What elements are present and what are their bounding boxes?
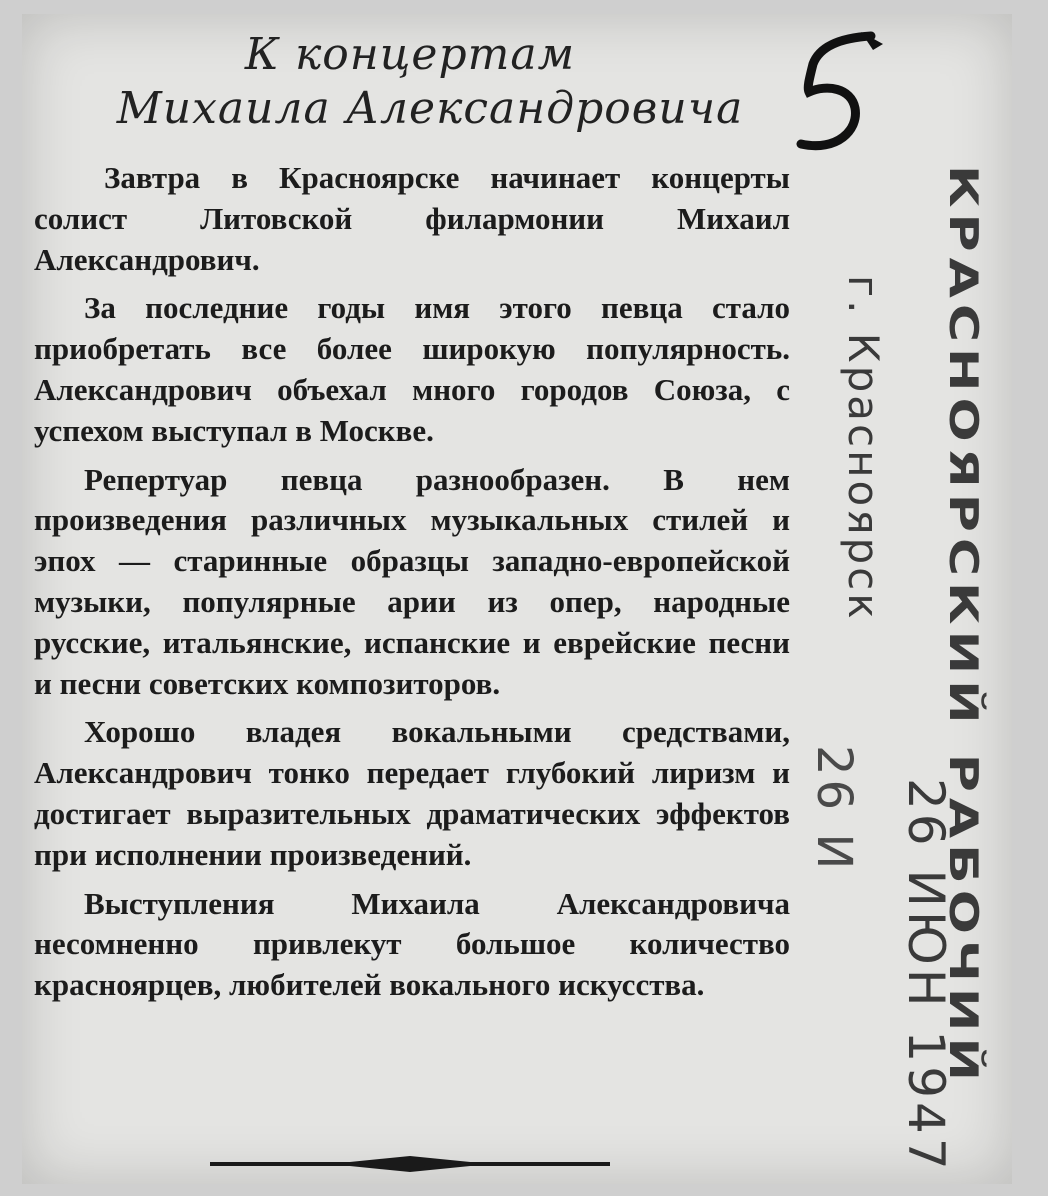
article-body [34,158,790,1014]
title-line-1: К концертам [244,29,576,80]
date-stamp-faint: 26 И [806,745,862,874]
newspaper-name-stamp: КРАСНОЯРСКИЙ РАБОЧИЙ [940,165,985,1087]
paragraph: За последние годы имя этого певца стало приобретать все более широкую популярность. Александрович объехал много городов Союза, с успехом выступал в Москве. [34,290,790,448]
city-stamp: г. Красноярск [839,275,888,622]
closing-rule [210,1154,610,1174]
paragraph: Завтра в Красноярске начинает концерты солист Литовской филармонии Михаил Александрович. [34,160,790,277]
handwritten-number-5 [785,30,885,160]
paragraph: Репертуар певца разнообразен. В нем произведения различных музыкальных стилей и эпох — старинные образцы западно-европейской музыки, популярные арии из опер, народные русские, итальянские, испанские и еврейские песни и песни советских композиторов. [34,461,790,701]
paragraph: Выступления Михаила Александровича несомненно привлекут большое количество красноярцев, любителей вокального искусства. [34,885,790,1003]
date-stamp: 26 ИЮН 1947 [897,778,955,1174]
paragraph: Хорошо владея вокальными средствами, Александрович тонко передает глубокий лиризм и достигает выразительных драматических эффектов при исполнении произведений. [34,714,790,872]
article-title [80,28,780,136]
title-line-2: Михаила Александровича [116,83,744,134]
